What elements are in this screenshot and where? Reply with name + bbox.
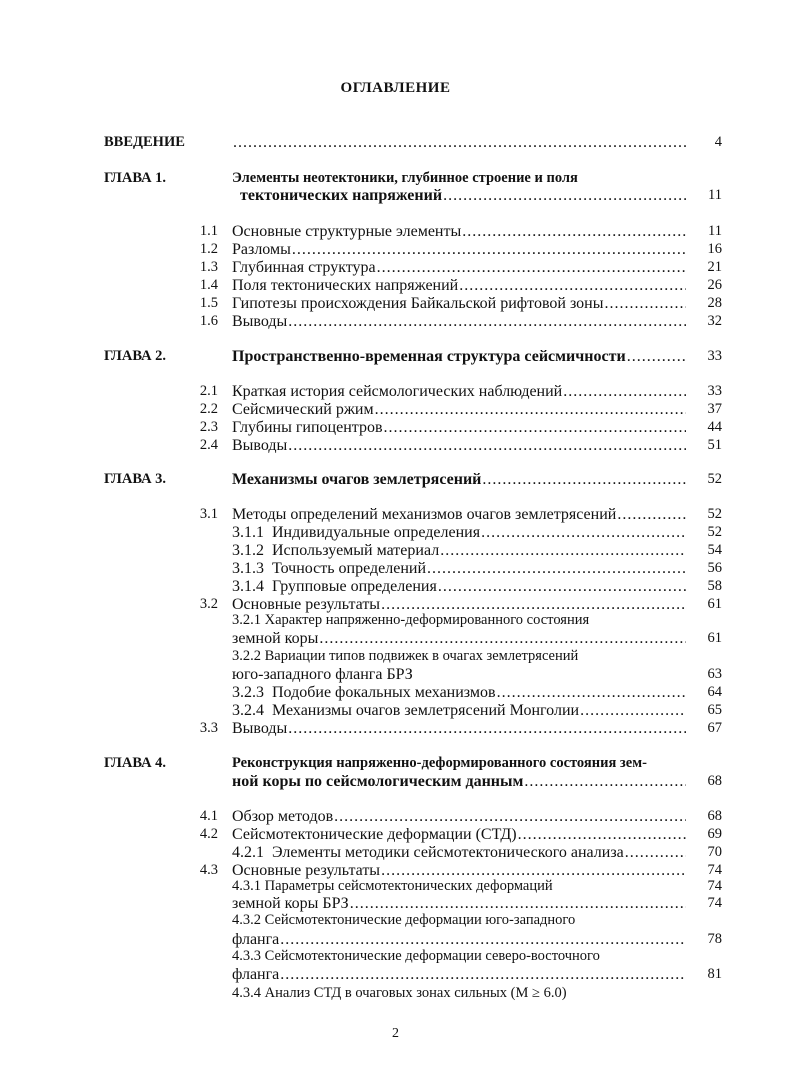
ch4-page: 68 <box>707 773 722 789</box>
section-number: 4.3 <box>199 862 218 878</box>
toc-entry-4-3-2-line2[interactable]: фланга ..... <box>232 931 686 949</box>
page-number: 69 <box>707 826 722 842</box>
page-number: 64 <box>707 684 722 700</box>
section-number: 2.4 <box>199 437 218 453</box>
section-number: 3.1 <box>199 506 218 522</box>
page-number: 65 <box>707 702 722 718</box>
toc-entry-1-6[interactable]: Выводы ..... <box>232 313 686 331</box>
page-number: 61 <box>707 630 722 646</box>
toc-entry-3-1[interactable]: Методы определений механизмов очагов землетрясений ..... <box>232 506 686 524</box>
section-number: 1.1 <box>199 223 218 239</box>
ch4-title-line1[interactable]: Реконструкция напряженно-деформированного состояния зем- <box>232 755 647 771</box>
ch2-title[interactable]: Пространственно-временная структура сейсмичности ..... <box>232 348 686 366</box>
page-number: 78 <box>707 931 722 947</box>
toc-entry-2-3[interactable]: Глубины гипоцентров ..... <box>232 419 686 437</box>
page-number: 33 <box>707 383 722 399</box>
section-number: 1.5 <box>199 295 218 311</box>
toc-entry-2-2[interactable]: Сейсмический ржим ..... <box>232 401 686 419</box>
page-number: 70 <box>707 844 722 860</box>
toc-entry-1-3[interactable]: Глубинная структура ..... <box>232 259 686 277</box>
page-number: 16 <box>707 241 722 257</box>
section-number: 1.6 <box>199 313 218 329</box>
ch1-title-line2[interactable]: тектонических напряжений ..... <box>240 187 686 205</box>
toc-entry-3-3[interactable]: Выводы ..... <box>232 720 686 738</box>
toc-entry-1-4[interactable]: Поля тектонических напряжений ..... <box>232 277 686 295</box>
page-number: 28 <box>707 295 722 311</box>
ch3-title[interactable]: Механизмы очагов землетрясений ..... <box>232 471 686 489</box>
page-number: 58 <box>707 578 722 594</box>
ch1-label[interactable]: ГЛАВА 1. <box>104 170 167 186</box>
ch2-label[interactable]: ГЛАВА 2. <box>104 348 167 364</box>
page-title: ОГЛАВЛЕНИЕ <box>340 80 451 96</box>
page-number: 61 <box>707 596 722 612</box>
toc-entry-3-2-1-line2[interactable]: земной коры ..... <box>232 630 686 648</box>
ch3-page: 52 <box>707 471 722 487</box>
toc-entry-3-1-3[interactable]: 3.1.3 Точность определений ..... <box>232 560 686 578</box>
page-number: 44 <box>707 419 722 435</box>
toc-entry-3-1-4[interactable]: 3.1.4 Групповые определения ..... <box>232 578 686 596</box>
page-number: 56 <box>707 560 722 576</box>
toc-entry-3-2-1-line1[interactable]: 3.2.1 Характер напряженно-деформированного состояния <box>232 612 590 628</box>
page-number: 51 <box>707 437 722 453</box>
section-number: 2.2 <box>199 401 218 417</box>
toc-entry-4-3[interactable]: Основные результаты ..... <box>232 862 686 880</box>
section-number: 1.2 <box>199 241 218 257</box>
toc-entry-4-3-3-line2[interactable]: фланга ..... <box>232 966 686 984</box>
toc-entry-4-2-1[interactable]: 4.2.1 Элементы методики сейсмотектонического анализа ..... <box>232 844 686 862</box>
ch4-title-line2[interactable]: ной коры по сейсмологическим данным ..... <box>232 773 686 791</box>
toc-entry-4-3-4-line1[interactable]: 4.3.4 Анализ СТД в очаговых зонах сильных (M ≥ 6.0) <box>232 985 567 1001</box>
page-number: 37 <box>707 401 722 417</box>
intro-label[interactable]: ВВЕДЕНИЕ <box>104 134 185 150</box>
toc-entry-3-2-2-line1[interactable]: 3.2.2 Вариации типов подвижек в очагах землетрясений <box>232 648 579 664</box>
toc-entry-3-2-4[interactable]: 3.2.4 Механизмы очагов землетрясений Монголии ..... <box>232 702 686 720</box>
section-number: 1.3 <box>199 259 218 275</box>
toc-entry-4-2[interactable]: Сейсмотектонические деформации (СТД) ..... <box>232 826 686 844</box>
ch2-page: 33 <box>707 348 722 364</box>
toc-entry-3-2-3[interactable]: 3.2.3 Подобие фокальных механизмов ..... <box>232 684 686 702</box>
page-number: 32 <box>707 313 722 329</box>
section-number: 3.3 <box>199 720 218 736</box>
toc-entry-1-2[interactable]: Разломы ..... <box>232 241 686 259</box>
toc-entry-4-3-3-line1[interactable]: 4.3.3 Сейсмотектонические деформации северо-восточного <box>232 948 600 964</box>
page-number: 74 <box>707 878 722 894</box>
toc-entry-3-2-2-line2[interactable]: юго-западного фланга БРЗ <box>232 666 413 683</box>
ch4-label[interactable]: ГЛАВА 4. <box>104 755 167 771</box>
section-number: 3.2 <box>199 596 218 612</box>
ch3-label[interactable]: ГЛАВА 3. <box>104 471 167 487</box>
page-number: 11 <box>708 223 722 239</box>
page-number: 21 <box>707 259 722 275</box>
section-number: 2.1 <box>199 383 218 399</box>
toc-entry-3-2[interactable]: Основные результаты ..... <box>232 596 686 614</box>
toc-entry-2-4[interactable]: Выводы ..... <box>232 437 686 455</box>
ch1-title-line1[interactable]: Элементы неотектоники, глубинное строение и поля <box>232 170 578 186</box>
page-number: 54 <box>707 542 722 558</box>
page-number: 67 <box>707 720 722 736</box>
toc-entry-4-3-1-line1[interactable]: 4.3.1 Параметры сейсмотектонических деформаций <box>232 878 553 894</box>
toc-entry-1-5[interactable]: Гипотезы происхождения Байкальской рифтовой зоны ..... <box>232 295 686 313</box>
page-number: 74 <box>707 895 722 911</box>
toc-entry-1-1[interactable]: Основные структурные элементы ..... <box>232 223 686 241</box>
page-number: 26 <box>707 277 722 293</box>
section-number: 2.3 <box>199 419 218 435</box>
page-number: 52 <box>707 506 722 522</box>
page-number: 81 <box>707 966 722 982</box>
section-number: 4.1 <box>199 808 218 824</box>
toc-entry-2-1[interactable]: Краткая история сейсмологических наблюдений ..... <box>232 383 686 401</box>
section-number: 1.4 <box>199 277 218 293</box>
intro-page: 4 <box>714 134 722 150</box>
ch1-page: 11 <box>708 187 722 203</box>
page-number: 68 <box>707 808 722 824</box>
toc-entry-4-3-2-line1[interactable]: 4.3.2 Сейсмотектонические деформации юго-западного <box>232 912 576 928</box>
toc-entry-3-1-2[interactable]: 3.1.2 Используемый материал ..... <box>232 542 686 560</box>
toc-entry-4-3-1-line2[interactable]: земной коры БРЗ ..... <box>232 895 686 913</box>
intro-leader <box>232 134 686 152</box>
page-number: 74 <box>707 862 722 878</box>
page-number: 52 <box>707 524 722 540</box>
page-number: 63 <box>707 666 722 682</box>
toc-entry-3-1-1[interactable]: 3.1.1 Индивидуальные определения ..... <box>232 524 686 542</box>
section-number: 4.2 <box>199 826 218 842</box>
page-number-footer: 2 <box>392 1026 399 1041</box>
toc-entry-4-1[interactable]: Обзор методов ..... <box>232 808 686 826</box>
